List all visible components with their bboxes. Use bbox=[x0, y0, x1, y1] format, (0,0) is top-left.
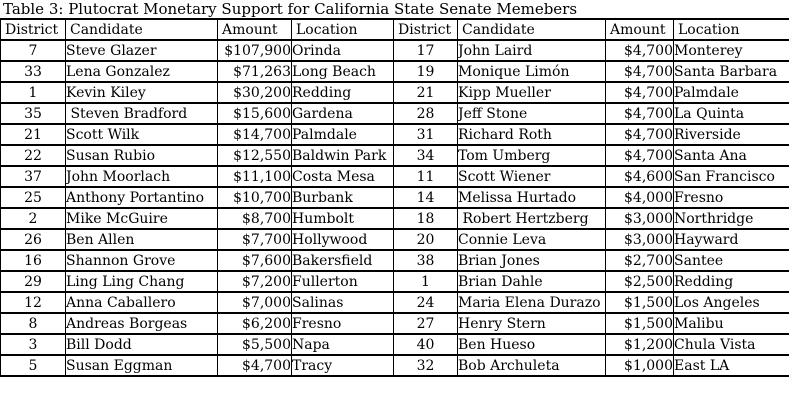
district-cell-left: 21 bbox=[1, 124, 66, 145]
location-cell-left: Tracy bbox=[292, 355, 394, 376]
amount-cell-left: $30,200 bbox=[218, 82, 292, 103]
location-cell-right: La Quinta bbox=[674, 103, 789, 124]
district-cell-left: 22 bbox=[1, 145, 66, 166]
district-cell-right: 24 bbox=[394, 292, 458, 313]
candidate-cell-right: John Laird bbox=[458, 40, 606, 61]
candidate-cell-right: Connie Leva bbox=[458, 229, 606, 250]
district-cell-right: 32 bbox=[394, 355, 458, 376]
amount-cell-left: $4,700 bbox=[218, 355, 292, 376]
location-cell-left: Salinas bbox=[292, 292, 394, 313]
candidate-cell-right: Ben Hueso bbox=[458, 334, 606, 355]
district-cell-left: 5 bbox=[1, 355, 66, 376]
location-cell-right: Fresno bbox=[674, 187, 789, 208]
district-cell-right: 19 bbox=[394, 61, 458, 82]
amount-cell-left: $107,900 bbox=[218, 40, 292, 61]
amount-cell-left: $71,263 bbox=[218, 61, 292, 82]
amount-cell-right: $1,500 bbox=[606, 292, 674, 313]
candidate-cell-left: Susan Rubio bbox=[66, 145, 218, 166]
location-cell-left: Fullerton bbox=[292, 271, 394, 292]
amount-cell-left: $7,600 bbox=[218, 250, 292, 271]
district-cell-right: 20 bbox=[394, 229, 458, 250]
location-cell-right: Riverside bbox=[674, 124, 789, 145]
district-cell-right: 11 bbox=[394, 166, 458, 187]
amount-cell-left: $11,100 bbox=[218, 166, 292, 187]
district-cell-right: 34 bbox=[394, 145, 458, 166]
candidate-cell-left: Susan Eggman bbox=[66, 355, 218, 376]
header-candidate-right: Candidate bbox=[458, 19, 606, 40]
district-cell-left: 33 bbox=[1, 61, 66, 82]
candidate-cell-right: Scott Wiener bbox=[458, 166, 606, 187]
amount-cell-right: $1,200 bbox=[606, 334, 674, 355]
amount-cell-right: $4,600 bbox=[606, 166, 674, 187]
amount-cell-right: $1,000 bbox=[606, 355, 674, 376]
candidate-cell-right: Brian Dahle bbox=[458, 271, 606, 292]
table-row bbox=[1, 40, 789, 61]
candidate-cell-right: Robert Hertzberg bbox=[458, 208, 606, 229]
district-cell-right: 27 bbox=[394, 313, 458, 334]
amount-cell-right: $3,000 bbox=[606, 229, 674, 250]
candidate-cell-right: Tom Umberg bbox=[458, 145, 606, 166]
amount-cell-right: $2,700 bbox=[606, 250, 674, 271]
amount-cell-left: $5,500 bbox=[218, 334, 292, 355]
location-cell-right: Palmdale bbox=[674, 82, 789, 103]
candidate-cell-right: Richard Roth bbox=[458, 124, 606, 145]
district-cell-left: 1 bbox=[1, 82, 66, 103]
table-row bbox=[1, 250, 789, 271]
district-cell-left: 12 bbox=[1, 292, 66, 313]
location-cell-left: Long Beach bbox=[292, 61, 394, 82]
district-cell-right: 28 bbox=[394, 103, 458, 124]
table-row bbox=[1, 292, 789, 313]
candidate-cell-left: Anthony Portantino bbox=[66, 187, 218, 208]
district-cell-right: 40 bbox=[394, 334, 458, 355]
amount-cell-right: $4,700 bbox=[606, 40, 674, 61]
location-cell-right: Northridge bbox=[674, 208, 789, 229]
amount-cell-right: $4,700 bbox=[606, 61, 674, 82]
amount-cell-right: $4,000 bbox=[606, 187, 674, 208]
header-row bbox=[1, 19, 789, 40]
header-location-right: Location bbox=[674, 19, 789, 40]
header-amount-left: Amount bbox=[218, 19, 292, 40]
location-cell-right: San Francisco bbox=[674, 166, 789, 187]
candidate-cell-right: Bob Archuleta bbox=[458, 355, 606, 376]
location-cell-right: Malibu bbox=[674, 313, 789, 334]
candidate-cell-left: Scott Wilk bbox=[66, 124, 218, 145]
candidate-cell-right: Monique Limón bbox=[458, 61, 606, 82]
table-row bbox=[1, 229, 789, 250]
location-cell-left: Burbank bbox=[292, 187, 394, 208]
location-cell-left: Fresno bbox=[292, 313, 394, 334]
plutocrat-support-table bbox=[0, 18, 789, 377]
table-row bbox=[1, 334, 789, 355]
table-row bbox=[1, 145, 789, 166]
candidate-cell-right: Kipp Mueller bbox=[458, 82, 606, 103]
candidate-cell-left: Bill Dodd bbox=[66, 334, 218, 355]
district-cell-right: 1 bbox=[394, 271, 458, 292]
amount-cell-right: $4,700 bbox=[606, 124, 674, 145]
district-cell-right: 21 bbox=[394, 82, 458, 103]
amount-cell-right: $4,700 bbox=[606, 103, 674, 124]
amount-cell-left: $10,700 bbox=[218, 187, 292, 208]
amount-cell-left: $7,000 bbox=[218, 292, 292, 313]
location-cell-left: Baldwin Park bbox=[292, 145, 394, 166]
table-row bbox=[1, 187, 789, 208]
district-cell-left: 37 bbox=[1, 166, 66, 187]
district-cell-right: 18 bbox=[394, 208, 458, 229]
location-cell-left: Costa Mesa bbox=[292, 166, 394, 187]
location-cell-right: Santa Barbara bbox=[674, 61, 789, 82]
table-row bbox=[1, 103, 789, 124]
amount-cell-right: $3,000 bbox=[606, 208, 674, 229]
location-cell-right: East LA bbox=[674, 355, 789, 376]
table-row bbox=[1, 313, 789, 334]
district-cell-left: 7 bbox=[1, 40, 66, 61]
amount-cell-left: $7,200 bbox=[218, 271, 292, 292]
location-cell-right: Santa Ana bbox=[674, 145, 789, 166]
amount-cell-left: $7,700 bbox=[218, 229, 292, 250]
candidate-cell-left: Lena Gonzalez bbox=[66, 61, 218, 82]
header-district-left: District bbox=[1, 19, 66, 40]
candidate-cell-left: Anna Caballero bbox=[66, 292, 218, 313]
amount-cell-left: $12,550 bbox=[218, 145, 292, 166]
candidate-cell-right: Jeff Stone bbox=[458, 103, 606, 124]
location-cell-left: Bakersfield bbox=[292, 250, 394, 271]
table-row bbox=[1, 82, 789, 103]
location-cell-right: Los Angeles bbox=[674, 292, 789, 313]
header-location-left: Location bbox=[292, 19, 394, 40]
candidate-cell-left: Steven Bradford bbox=[66, 103, 218, 124]
district-cell-right: 38 bbox=[394, 250, 458, 271]
candidate-cell-left: Shannon Grove bbox=[66, 250, 218, 271]
location-cell-left: Gardena bbox=[292, 103, 394, 124]
location-cell-left: Humbolt bbox=[292, 208, 394, 229]
district-cell-left: 29 bbox=[1, 271, 66, 292]
location-cell-right: Monterey bbox=[674, 40, 789, 61]
table-row bbox=[1, 355, 789, 376]
location-cell-left: Orinda bbox=[292, 40, 394, 61]
table-row bbox=[1, 208, 789, 229]
candidate-cell-left: John Moorlach bbox=[66, 166, 218, 187]
district-cell-left: 35 bbox=[1, 103, 66, 124]
candidate-cell-right: Melissa Hurtado bbox=[458, 187, 606, 208]
location-cell-right: Redding bbox=[674, 271, 789, 292]
header-amount-right: Amount bbox=[606, 19, 674, 40]
table-body bbox=[1, 40, 789, 376]
header-district-right: District bbox=[394, 19, 458, 40]
district-cell-right: 14 bbox=[394, 187, 458, 208]
amount-cell-right: $2,500 bbox=[606, 271, 674, 292]
candidate-cell-left: Ling Ling Chang bbox=[66, 271, 218, 292]
amount-cell-left: $6,200 bbox=[218, 313, 292, 334]
candidate-cell-left: Mike McGuire bbox=[66, 208, 218, 229]
candidate-cell-left: Andreas Borgeas bbox=[66, 313, 218, 334]
location-cell-left: Palmdale bbox=[292, 124, 394, 145]
table-caption: Table 3: Plutocrat Monetary Support for California State Senate Memebers bbox=[3, 0, 578, 18]
table-row bbox=[1, 271, 789, 292]
table-row bbox=[1, 124, 789, 145]
candidate-cell-left: Kevin Kiley bbox=[66, 82, 218, 103]
district-cell-left: 25 bbox=[1, 187, 66, 208]
amount-cell-right: $1,500 bbox=[606, 313, 674, 334]
candidate-cell-right: Brian Jones bbox=[458, 250, 606, 271]
district-cell-left: 26 bbox=[1, 229, 66, 250]
district-cell-right: 31 bbox=[394, 124, 458, 145]
district-cell-left: 16 bbox=[1, 250, 66, 271]
location-cell-left: Napa bbox=[292, 334, 394, 355]
candidate-cell-right: Maria Elena Durazo bbox=[458, 292, 606, 313]
location-cell-left: Hollywood bbox=[292, 229, 394, 250]
header-candidate-left: Candidate bbox=[66, 19, 218, 40]
location-cell-right: Santee bbox=[674, 250, 789, 271]
amount-cell-right: $4,700 bbox=[606, 82, 674, 103]
district-cell-left: 8 bbox=[1, 313, 66, 334]
location-cell-right: Hayward bbox=[674, 229, 789, 250]
candidate-cell-right: Henry Stern bbox=[458, 313, 606, 334]
amount-cell-left: $8,700 bbox=[218, 208, 292, 229]
district-cell-left: 2 bbox=[1, 208, 66, 229]
table-row bbox=[1, 166, 789, 187]
amount-cell-left: $15,600 bbox=[218, 103, 292, 124]
amount-cell-left: $14,700 bbox=[218, 124, 292, 145]
candidate-cell-left: Steve Glazer bbox=[66, 40, 218, 61]
candidate-cell-left: Ben Allen bbox=[66, 229, 218, 250]
location-cell-left: Redding bbox=[292, 82, 394, 103]
amount-cell-right: $4,700 bbox=[606, 145, 674, 166]
table-row bbox=[1, 61, 789, 82]
district-cell-right: 17 bbox=[394, 40, 458, 61]
district-cell-left: 3 bbox=[1, 334, 66, 355]
location-cell-right: Chula Vista bbox=[674, 334, 789, 355]
